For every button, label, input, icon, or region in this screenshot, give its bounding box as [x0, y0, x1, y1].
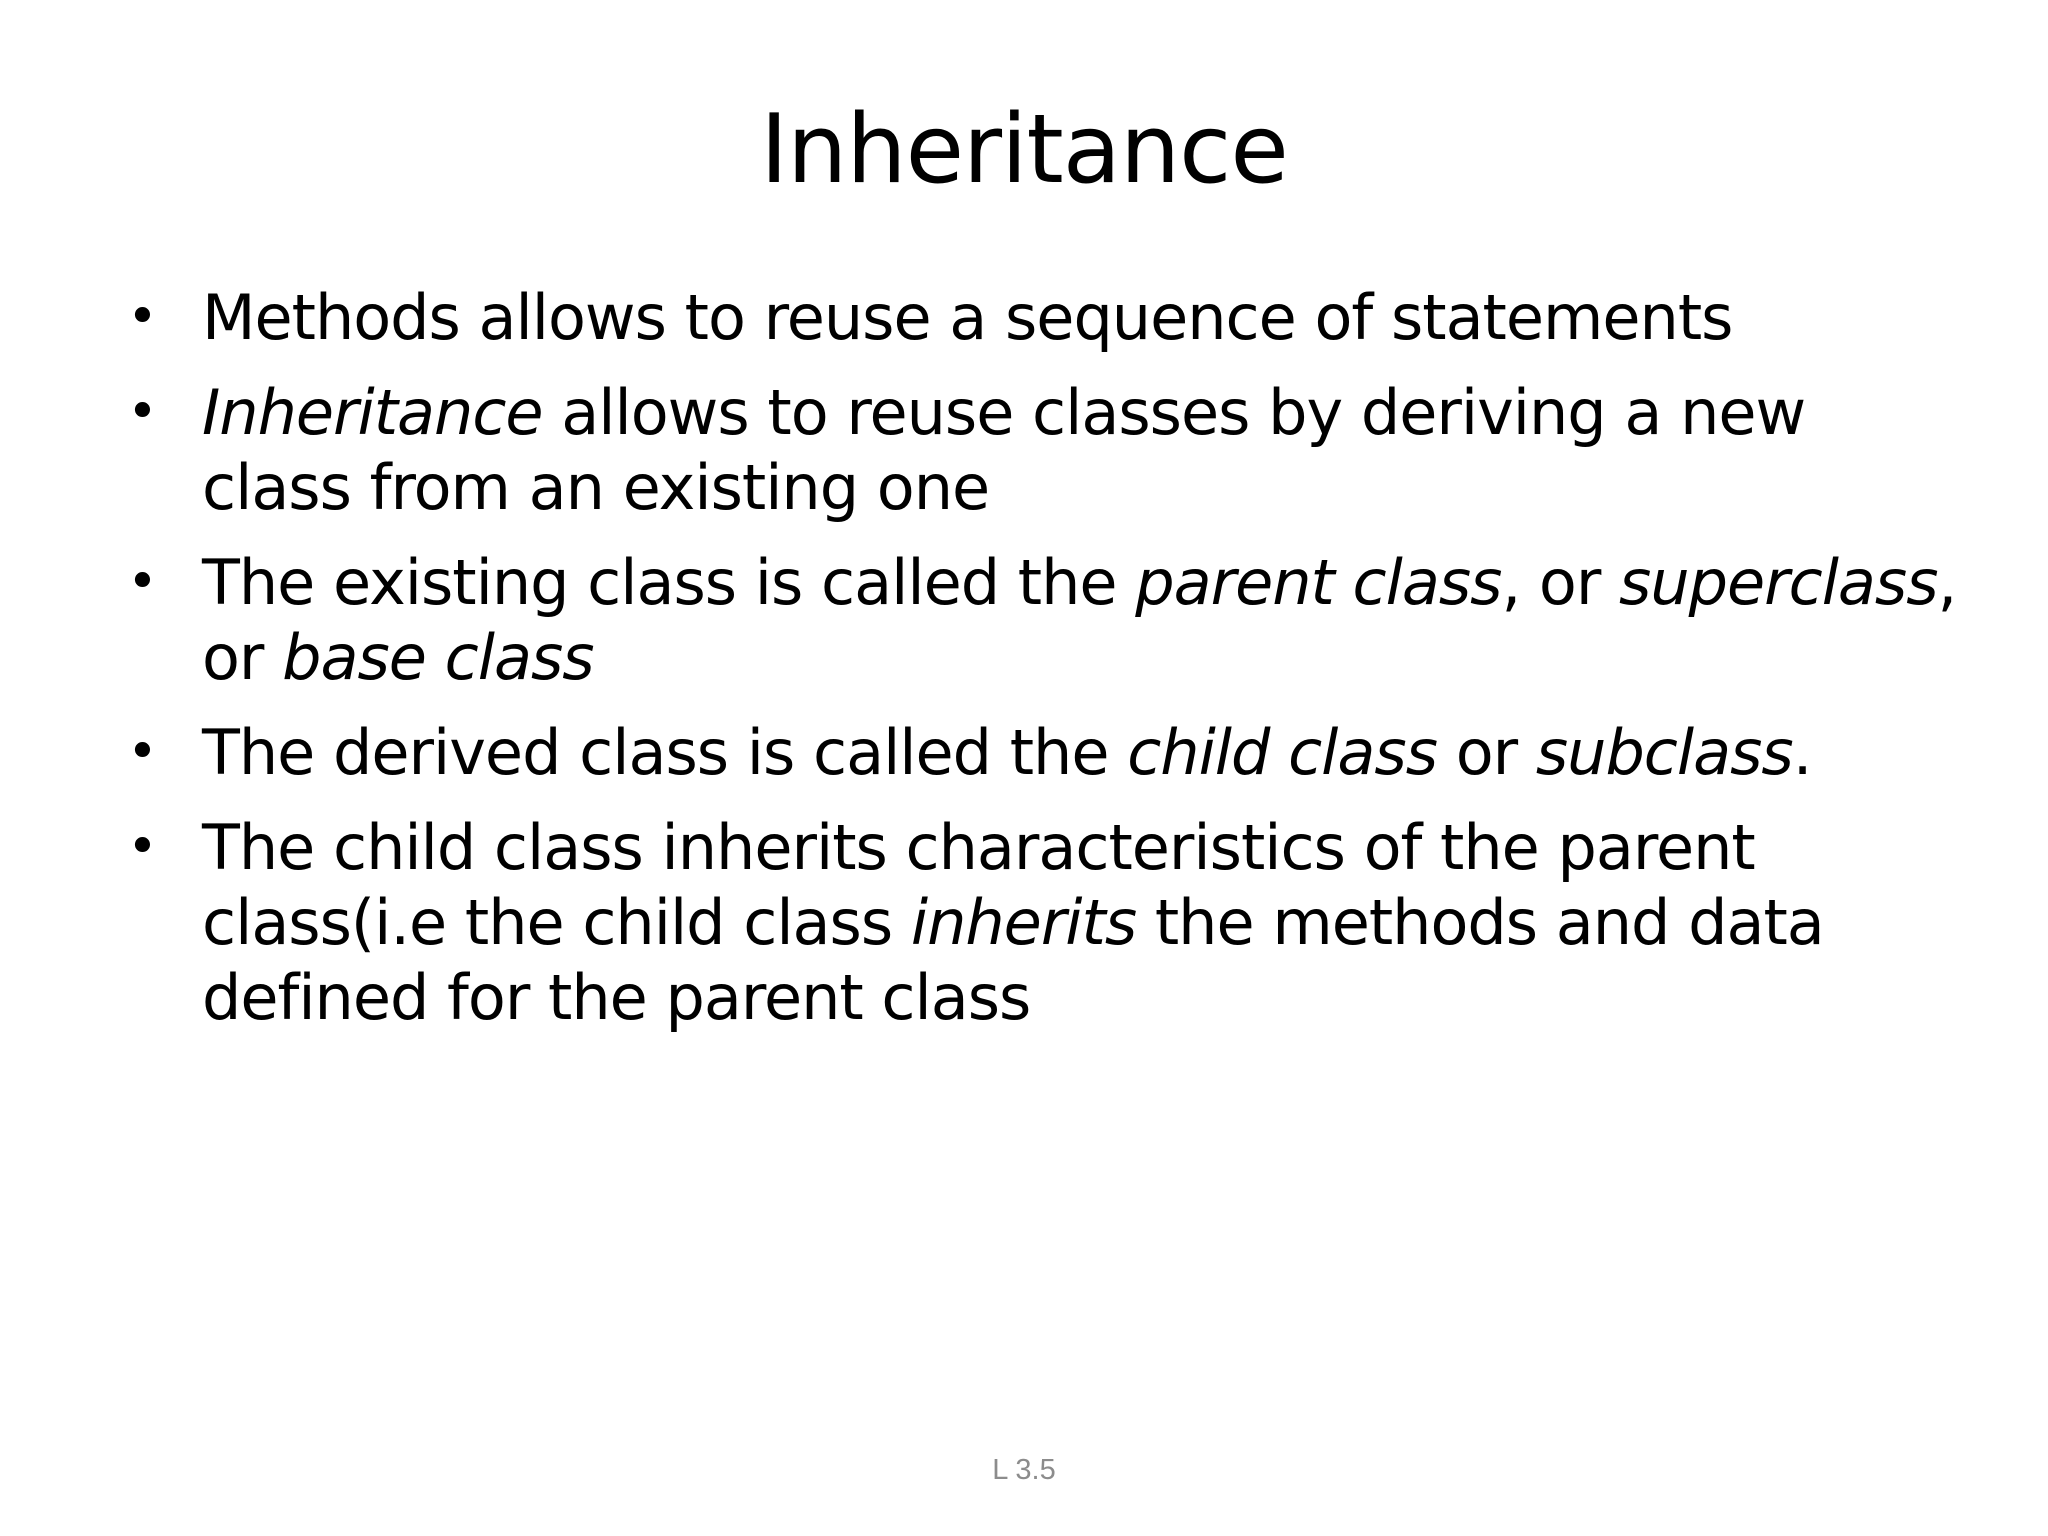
bullet-point-icon: •: [127, 382, 157, 442]
bullet-text: allows to reuse classes by deriving a new class from an existing one: [202, 376, 1806, 524]
emphasis-term: base class: [282, 621, 594, 694]
bullet-text: the methods and data defined for the parent class: [202, 886, 1824, 1034]
bullet-text: The child class inherits characteristics of the parent class(i.e the child class: [202, 811, 1755, 959]
emphasis-term: subclass: [1535, 716, 1793, 789]
bullet-text: or: [1437, 716, 1536, 789]
bullet-point-icon: •: [127, 552, 157, 612]
bullet-item: [122, 545, 1962, 695]
bullet-text: Methods allows to reuse a sequence of statements: [202, 281, 1733, 354]
bullet-item: [122, 715, 1962, 790]
emphasis-term: Inheritance: [202, 376, 543, 449]
emphasis-term: child class: [1127, 716, 1437, 789]
bullet-point-icon: •: [127, 287, 157, 347]
emphasis-term: parent class: [1135, 546, 1502, 619]
bullet-point-icon: •: [127, 817, 157, 877]
bullet-item: [122, 810, 1962, 1035]
bullet-text: , or: [1501, 546, 1620, 619]
slide-title: Inheritance: [760, 95, 1288, 205]
bullet-text: The existing class is called the: [202, 546, 1136, 619]
bullet-list: [122, 280, 1962, 1055]
bullet-item: [122, 375, 1962, 525]
bullet-text: The derived class is called the: [202, 716, 1128, 789]
bullet-text: , or: [202, 546, 1957, 694]
bullet-item: [122, 280, 1962, 355]
emphasis-term: superclass: [1619, 546, 1938, 619]
bullet-point-icon: •: [127, 722, 157, 782]
slide-number: L 3.5: [992, 1454, 1056, 1486]
emphasis-term: inherits: [910, 886, 1137, 959]
bullet-text: .: [1792, 716, 1812, 789]
